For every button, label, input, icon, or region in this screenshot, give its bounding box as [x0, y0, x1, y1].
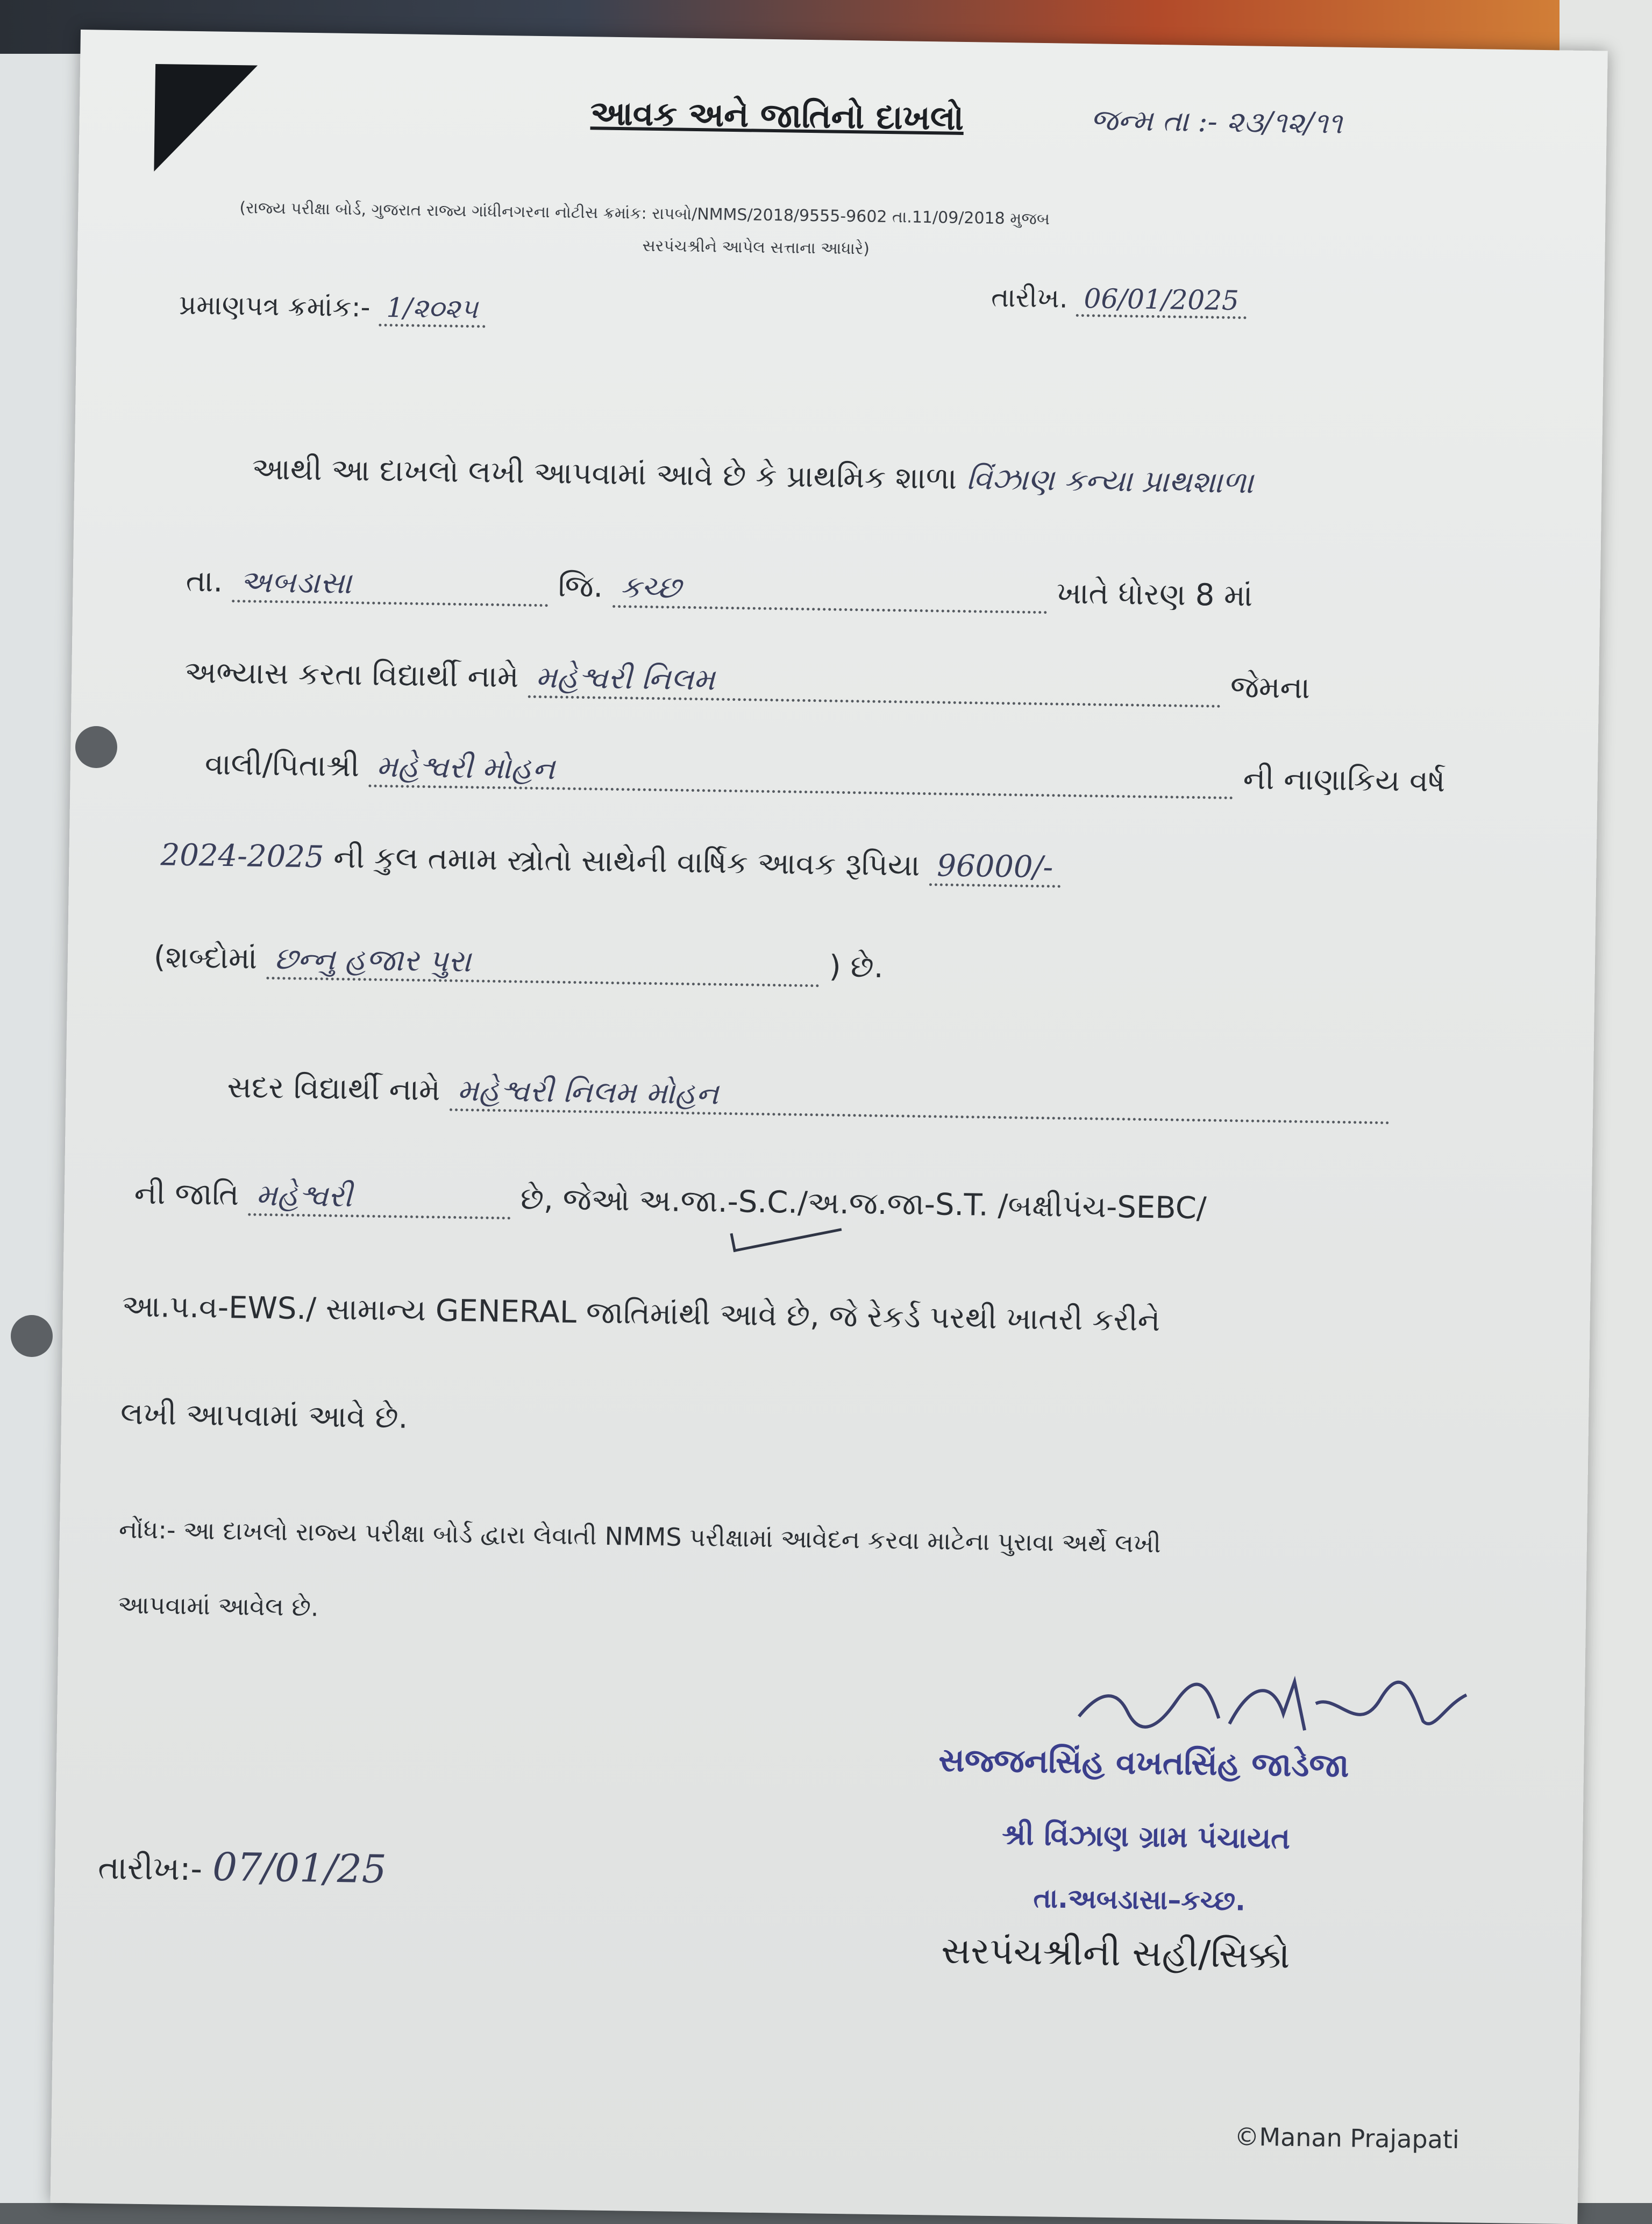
- body-line-2: [186, 564, 1253, 617]
- corner-mark: [154, 64, 258, 173]
- income-in-words: છન્નુ હજાર પુરા: [267, 941, 820, 987]
- body-line-6: [153, 940, 884, 988]
- note-line-2: આપવામાં આવેલ છે.: [117, 1590, 319, 1622]
- note-line-1: નોંધ:- આ દાખલો રાજ્ય પરીક્ષા બોર્ડ દ્વારા લેવાતી NMMS પરીક્ષામાં આવેદન કરવા માટેના પુરાવા અર્થે લખી: [118, 1515, 1162, 1559]
- footer-date-label: તારીખ:-: [97, 1849, 203, 1888]
- caste-label: ની જાતિ: [134, 1176, 239, 1213]
- body-line-7: [227, 1070, 1390, 1124]
- parent-suffix: ની નાણાકિય વર્ષ: [1243, 761, 1446, 799]
- taluka-value: અબડાસા: [232, 564, 549, 607]
- certificate-date-row: [991, 282, 1247, 319]
- standard-text: ખાતે ધોરણ 8 માં: [1056, 575, 1253, 614]
- certificate-number-value: 1/૨૦૨૫: [379, 292, 486, 328]
- income-value: 96000/-: [929, 848, 1061, 887]
- body-line-10: લખી આપવામાં આવે છે.: [120, 1396, 408, 1436]
- signature: [1068, 1668, 1478, 1749]
- body-line-4: [204, 747, 1445, 802]
- parent-name: મહેશ્વરી મોહન: [369, 749, 1234, 799]
- words-prefix: (શબ્દોમાં: [153, 940, 258, 976]
- certificate-title: આવક અને જાતિનો દાખલો: [590, 93, 964, 138]
- footer-date-value: 07/01/25: [212, 1844, 387, 1892]
- subtitle-line-1: (રાજ્ય પરીક્ષા બોર્ડ, ગુજરાત રાજ્ય ગાંધીનગરના નોટીસ ક્રમાંક: રાપબો/NMMS/2018/9555-9602 તા.11/09/2018 મુજબ: [239, 198, 1050, 229]
- punch-hole-bottom: [11, 1315, 53, 1357]
- income-text: ની કુલ તમામ સ્ત્રોતો સાથેની વાર્ષિક આવક રૂપિયા: [333, 840, 920, 883]
- student-suffix: જેમના: [1230, 669, 1311, 706]
- stamp-place: તા.અબડાસા–કચ્છ.: [1033, 1882, 1246, 1917]
- stamp-name: સજ્જનસિંહ વખતસિંહ જાડેજા: [938, 1741, 1350, 1785]
- subtitle-line-2: સરપંચશ્રીને આપેલ સત્તાના આધારે): [642, 236, 870, 259]
- student2-label: સદર વિદ્યાર્થી નામે: [227, 1070, 441, 1108]
- body-line-9: આ.પ.વ-EWS./ સામાન્ય GENERAL જાતિમાંથી આવે છે, જે રેકર્ડ પરથી ખાતરી કરીને: [122, 1289, 1160, 1339]
- student-name: મહેશ્વરી નિલમ: [528, 660, 1221, 708]
- body-line-1: [252, 452, 1254, 501]
- district-label: જિ.: [558, 569, 603, 605]
- financial-year: 2024-2025: [160, 837, 324, 875]
- district-value: કચ્છ: [613, 570, 1048, 614]
- caste-value: મહેશ્વરી: [248, 1178, 511, 1220]
- punch-hole-top: [75, 726, 117, 768]
- caste-options: છે, જેઓ અ.જા.-S.C./અ.જ.જા-S.T. /બક્ષીપંચ-SEBC/: [520, 1181, 1207, 1226]
- body-line-3: [184, 655, 1311, 709]
- certificate-number-row: [179, 289, 486, 328]
- stamp-office: શ્રી વિંઝાણ ગ્રામ પંચાયત: [1001, 1817, 1291, 1856]
- taluka-label: તા.: [186, 563, 223, 599]
- dob-note: જન્મ તા :- ૨૩/૧૨/૧૧: [1090, 103, 1343, 140]
- signature-label: સરપંચશ્રીની સહી/સિક્કો: [941, 1929, 1291, 1977]
- body-line-5: [160, 837, 1061, 887]
- parent-label: વાલી/પિતાશ્રી: [204, 747, 360, 784]
- certificate-paper: [51, 30, 1608, 2224]
- certificate-number-label: પ્રમાણપત્ર ક્રમાંક:-: [179, 289, 371, 323]
- student2-name: મહેશ્વરી નિલમ મોહન: [450, 1073, 1390, 1124]
- body-intro: આથી આ દાખલો લખી આપવામાં આવે છે કે પ્રાથમિક શાળા: [252, 451, 957, 496]
- school-name: વિંઝાણ કન્યા પ્રાથશાળા: [966, 461, 1254, 501]
- photo-credit: ©Manan Prajapati: [1234, 2122, 1460, 2155]
- footer-date-row: [98, 1843, 387, 1892]
- body-line-8: [134, 1176, 1207, 1230]
- certificate-date-value: 06/01/2025: [1076, 283, 1247, 319]
- words-suffix: ) છે.: [829, 949, 884, 985]
- certificate-date-label: તારીખ.: [991, 281, 1069, 314]
- student-label: અભ્યાસ કરતા વિદ્યાર્થી નામે: [184, 655, 519, 695]
